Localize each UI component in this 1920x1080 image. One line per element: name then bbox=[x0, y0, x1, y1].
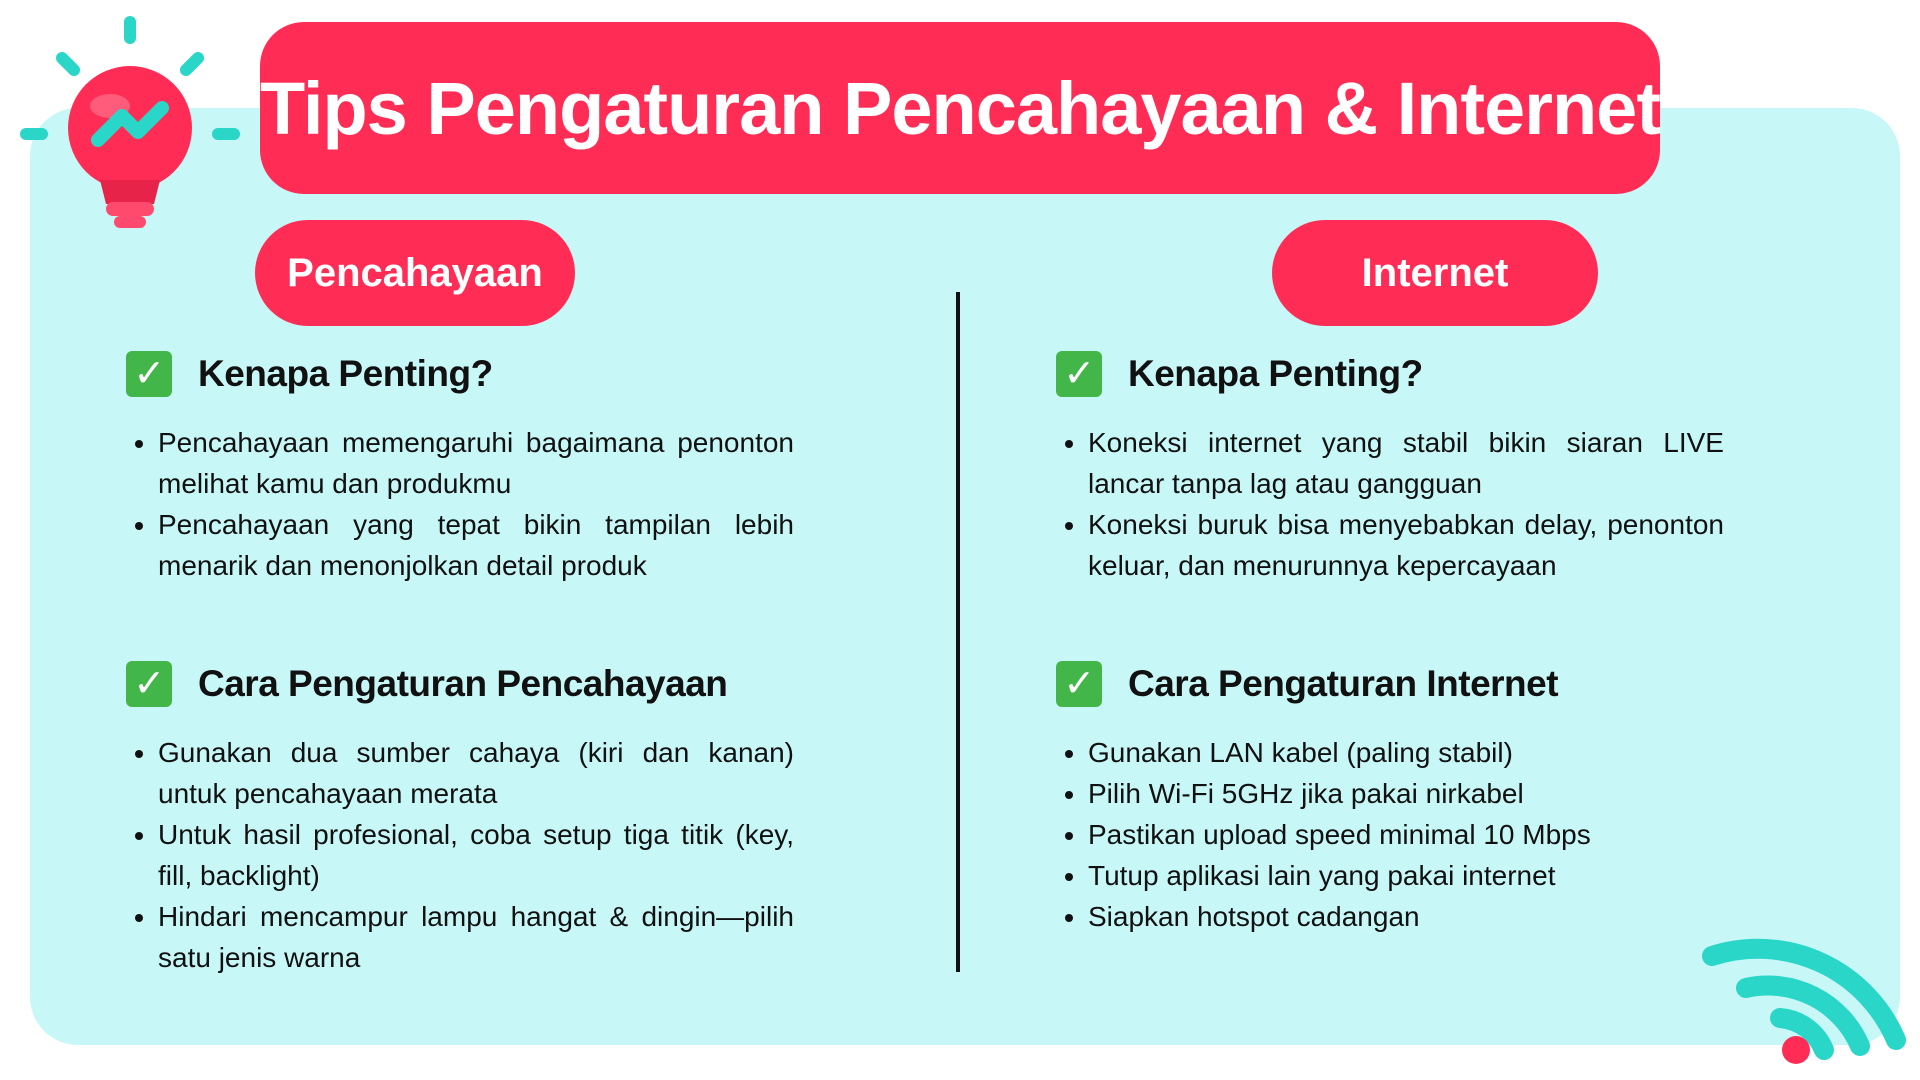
list-item: • Pilih Wi-Fi 5GHz jika pakai nirkabel bbox=[1088, 773, 1724, 814]
heading-internet: Internet bbox=[1272, 220, 1598, 326]
bullet-list bbox=[1056, 732, 1724, 937]
page-title: Tips Pengaturan Pencahayaan & Internet bbox=[260, 66, 1660, 150]
list-item: • Siapkan hotspot cadangan bbox=[1088, 896, 1724, 937]
list-item: • Koneksi internet yang stabil bikin siaran LIVE lancar tanpa lag atau gangguan bbox=[1088, 422, 1724, 504]
check-mark-icon: ✓ bbox=[1056, 351, 1102, 397]
list-item: • Pencahayaan yang tepat bikin tampilan lebih menarik dan menonjolkan detail produk bbox=[158, 504, 794, 586]
section-title: Cara Pengaturan Internet bbox=[1128, 663, 1559, 704]
lightbulb-icon bbox=[18, 16, 250, 248]
list-item: • Untuk hasil profesional, coba setup tiga titik (key, fill, backlight) bbox=[158, 814, 794, 896]
heading-pencahayaan: Pencahayaan bbox=[255, 220, 575, 326]
wifi-icon bbox=[1700, 918, 1910, 1068]
column-divider bbox=[956, 292, 960, 972]
check-mark-icon: ✓ bbox=[1056, 661, 1102, 707]
bullet-list bbox=[126, 422, 794, 586]
title-banner bbox=[260, 22, 1660, 194]
list-item: • Pastikan upload speed minimal 10 Mbps bbox=[1088, 814, 1724, 855]
section-internet-why bbox=[1056, 346, 1724, 586]
list-item: • Pencahayaan memengaruhi bagaimana penonton melihat kamu dan produkmu bbox=[158, 422, 794, 504]
section-title: Kenapa Penting? bbox=[1128, 353, 1423, 394]
section-title: Cara Pengaturan Pencahayaan bbox=[198, 663, 728, 704]
list-item: • Gunakan dua sumber cahaya (kiri dan kanan) untuk pencahayaan merata bbox=[158, 732, 794, 814]
bullet-list bbox=[126, 732, 794, 978]
section-lighting-why bbox=[126, 346, 794, 586]
check-mark-icon: ✓ bbox=[126, 351, 172, 397]
list-item: • Tutup aplikasi lain yang pakai internet bbox=[1088, 855, 1724, 896]
section-lighting-setup bbox=[126, 656, 794, 978]
bullet-list bbox=[1056, 422, 1724, 586]
check-mark-icon: ✓ bbox=[126, 661, 172, 707]
list-item: • Koneksi buruk bisa menyebabkan delay, penonton keluar, dan menurunnya kepercayaan bbox=[1088, 504, 1724, 586]
list-item: • Hindari mencampur lampu hangat & dingin—pilih satu jenis warna bbox=[158, 896, 794, 978]
list-item: • Gunakan LAN kabel (paling stabil) bbox=[1088, 732, 1724, 773]
section-title: Kenapa Penting? bbox=[198, 353, 493, 394]
section-internet-setup bbox=[1056, 656, 1724, 937]
